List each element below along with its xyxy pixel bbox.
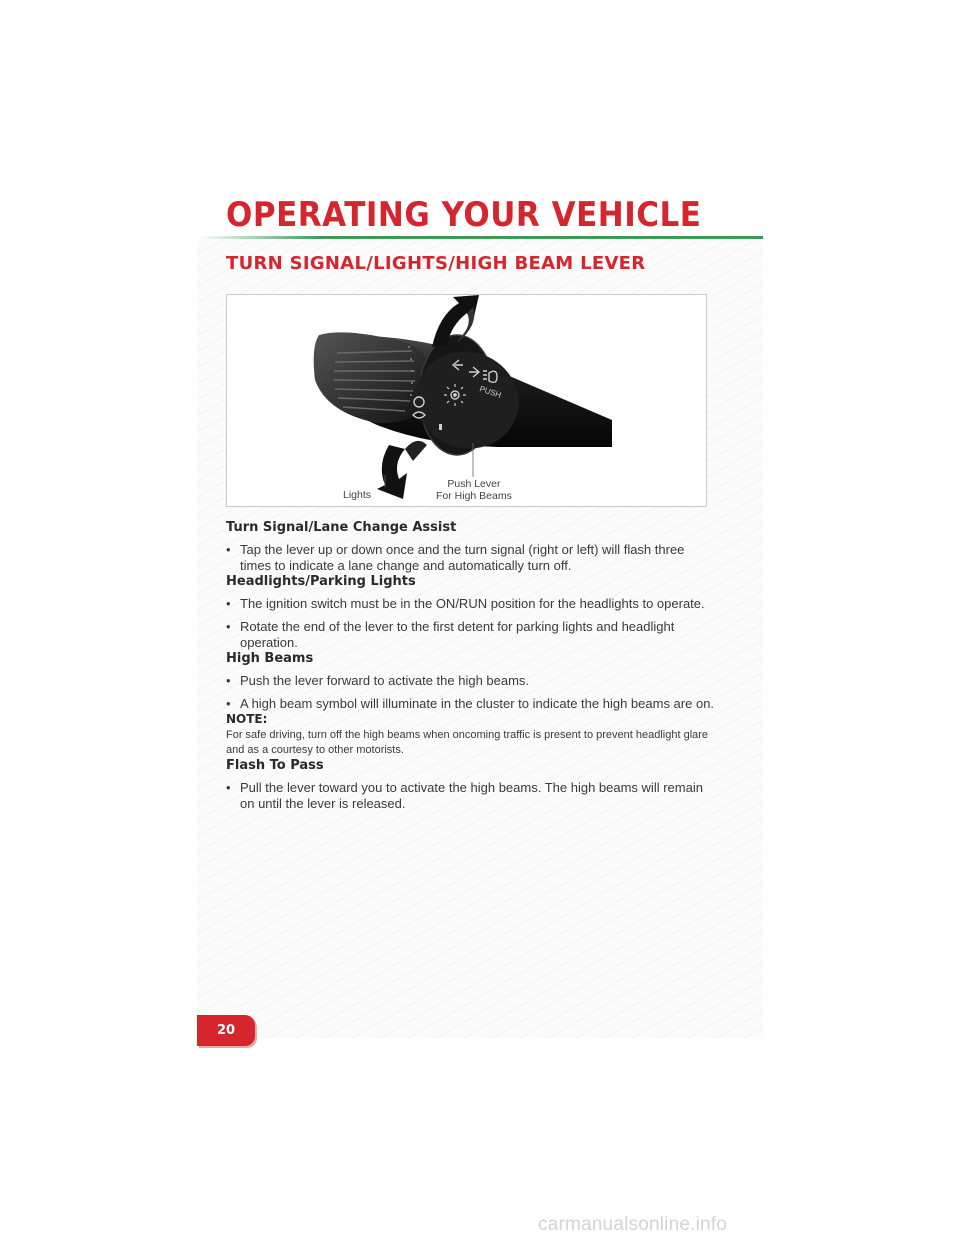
bullet-text: The ignition switch must be in the ON/RUN position for the headlights to operate.: [240, 596, 705, 611]
list-item: [226, 596, 716, 612]
bullet-text: Pull the lever toward you to activate the high beams. The high beams will remain on until the lever is released.: [240, 780, 703, 811]
bullet-glyph: •: [226, 542, 231, 557]
note-text: For safe driving, turn off the high beams when oncoming traffic is present to prevent headlight glare and as a courtesy to other motorists.: [226, 729, 709, 756]
lever-drawing: [227, 295, 708, 508]
bullet-glyph: •: [226, 673, 231, 688]
rotate-down-arrow-icon: [377, 445, 407, 499]
bullet-text: A high beam symbol will illuminate in the cluster to indicate the high beams are on.: [240, 696, 715, 711]
chapter-divider: [197, 236, 763, 239]
watermark: carmanualsonline.info: [538, 1214, 728, 1235]
bullet-text: Tap the lever up or down once and the turn signal (right or left) will flash three times to indicate a lane change and automatically turn off.: [240, 542, 685, 573]
bullet-glyph: •: [226, 696, 231, 711]
high-beams-heading: High Beams: [226, 651, 314, 666]
push-label: PUSH: [478, 384, 503, 400]
list-item: [226, 780, 716, 812]
page-number: 20: [197, 1015, 255, 1046]
push-lever-callout: Push Lever For High Beams: [436, 478, 512, 502]
list-item: [226, 673, 716, 689]
list-item: [226, 696, 716, 712]
flash-to-pass-heading: Flash To Pass: [226, 758, 324, 773]
list-item: [226, 542, 716, 574]
list-item: [226, 619, 716, 651]
body-content: [226, 520, 716, 812]
turn-signal-heading: Turn Signal/Lane Change Assist: [226, 520, 457, 535]
bullet-glyph: •: [226, 619, 231, 634]
headlights-heading: Headlights/Parking Lights: [226, 574, 416, 589]
note-label: NOTE:: [226, 712, 268, 726]
bullet-glyph: •: [226, 780, 231, 795]
chapter-title: OPERATING YOUR VEHICLE: [226, 196, 702, 235]
section-title: TURN SIGNAL/LIGHTS/HIGH BEAM LEVER: [226, 253, 646, 274]
bullet-glyph: •: [226, 596, 231, 611]
lights-callout: Lights: [343, 489, 372, 501]
bullet-text: Rotate the end of the lever to the first detent for parking lights and headlight operation.: [240, 619, 675, 650]
lever-illustration: [226, 294, 707, 507]
bullet-text: Push the lever forward to activate the high beams.: [240, 673, 530, 688]
